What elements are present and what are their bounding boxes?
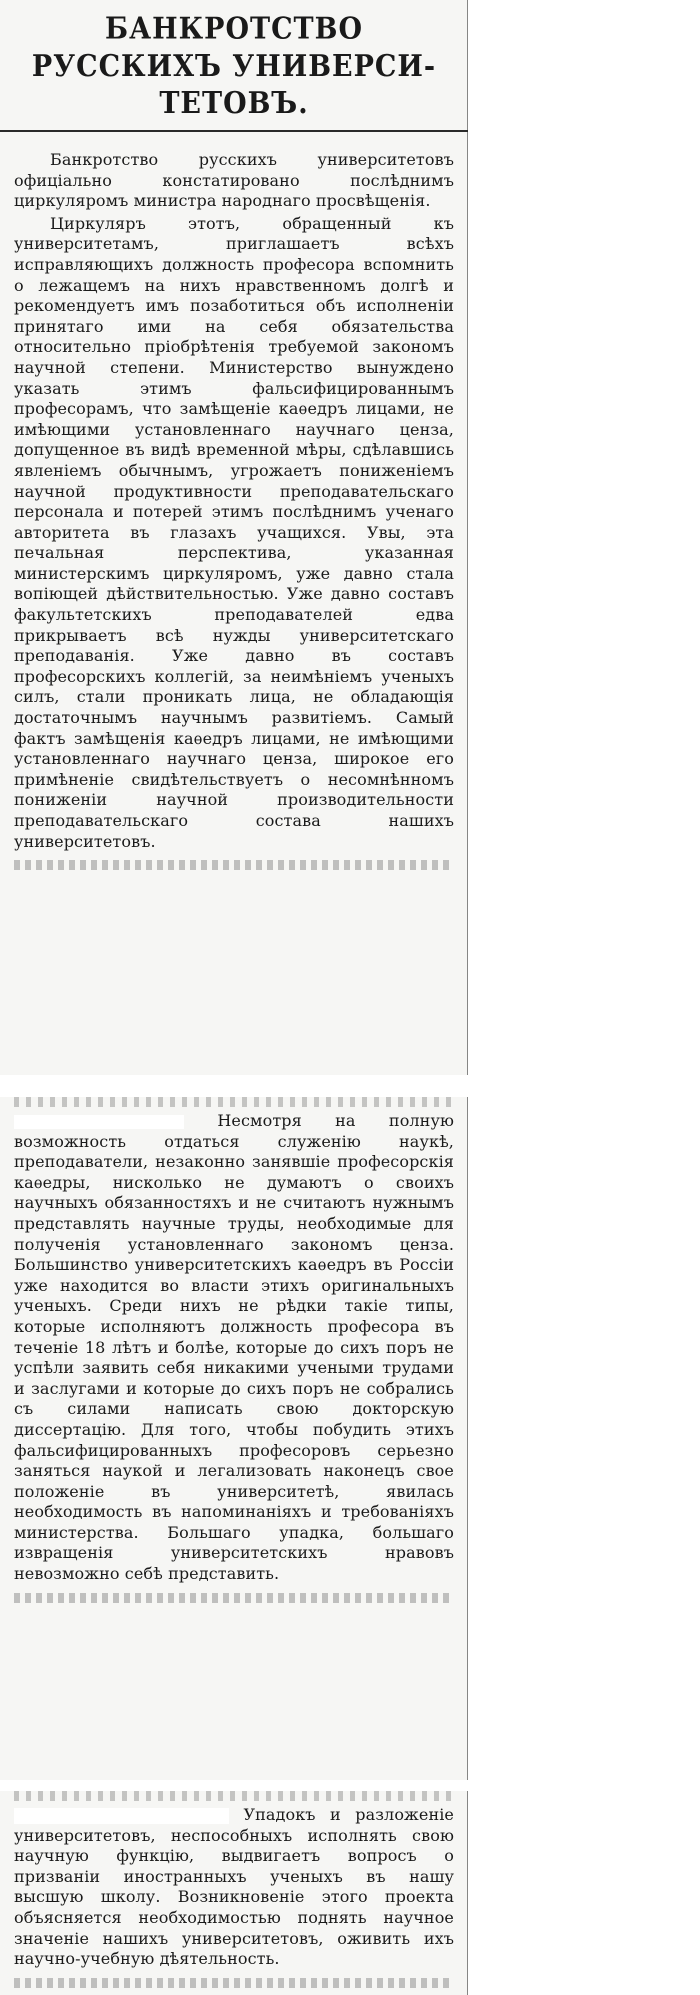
- article-clip-2: [0, 1097, 468, 1780]
- article-paragraph-2: Циркуляръ этотъ, обращенный къ университетамъ, приглашаетъ всѣхъ исправляющихъ должность професора вспомнить о лежащемъ на нихъ нравственномъ долгѣ и рекомендуетъ имъ позаботиться объ исполненіи принятаго ими на себя обязательства относительно пріобрѣтенія требуемой закономъ научной степени. Министерство вынуждено указать этимъ фальсифицированнымъ професорамъ, что замѣщеніе каѳедръ лицами, не имѣющими установленнаго научнаго ценза, допущенное въ видѣ временной мѣры, сдѣлавшись явленіемъ обычнымъ, угрожаетъ пониженіемъ научной продуктивности преподавательскаго персонала и потерей этимъ послѣднимъ ученаго авторитета въ глазахъ учащихся. Увы, эта печальная перспектива, указанная министерскимъ циркуляромъ, уже давно стала вопіющей дѣйствительностью. Уже давно составъ факультетскихъ преподавателей едва прикрываетъ всѣ нужды университетскаго преподаванія. Уже давно въ составъ професорскихъ коллегій, за неимѣніемъ ученыхъ силъ, стали проникать лица, не обладающія достаточнымъ научнымъ развитіемъ. Самый фактъ замѣщенія каѳедръ лицами, не имѣющими установленнаго научнаго ценза, широкое его примѣненіе свидѣтельствуетъ о несомнѣнномъ пониженіи научной производительности преподавательскаго состава нашихъ университетовъ.: [14, 213, 454, 851]
- article-paragraph-3-wrapper: [14, 1111, 454, 1585]
- article-paragraph-1: Банкротство русскихъ университетовъ офиціально констатировано послѣднимъ циркуляромъ министра народнаго просвѣщенія.: [14, 150, 454, 211]
- article-paragraph-3: Несмотря на полную возможность отдаться служенію наукѣ, преподаватели, незаконно занявшіе професорскія каѳедры, нисколько не думаютъ о своихъ научныхъ обязанностяхъ и не считаютъ нужнымъ представлять научные труды, необходимые для полученія установленнаго закономъ ценза. Большинство университетскихъ каѳедръ въ Россіи уже находится во власти этихъ оригинальныхъ ученыхъ. Среди нихъ не рѣдки такіе типы, которые исполняютъ должность професора въ теченіе 18 лѣтъ и болѣе, которые до сихъ поръ не успѣли заявить себя никакими учеными трудами и заслугами и которые до сихъ поръ не собрались съ силами написать свою докторскую диссертацію. Для того, чтобы побудить этихъ фальсифицированныхъ професоровъ серьезно заняться наукой и легализовать наконецъ свое положеніе въ университетѣ, явилась необходимость въ напоминаніяхъ и требованіяхъ министерства. Большаго упадка, большаго извращенія университетскихъ нравовъ невозможно себѣ представить.: [14, 1111, 454, 1584]
- headline-rule: [0, 130, 468, 132]
- article-paragraph-4: Упадокъ и разложеніе университетовъ, неспособныхъ исполнять свою научную функцію, выдвигаетъ вопросъ о призваніи иностранныхъ ученыхъ въ нашу высшую школу. Возникновеніе этого проекта объясняется необходимостью поднять научное значеніе нашихъ университетовъ, оживить ихъ научно-учебную дѣятельность.: [14, 1805, 454, 1969]
- faded-text-line: [14, 860, 454, 870]
- faded-text-line: [14, 1097, 454, 1107]
- article-clip-1: [0, 0, 468, 1075]
- blanked-region: [14, 1808, 229, 1824]
- article-headline: БАНКРОТСТВО РУССКИХЪ УНИВЕРСИ-ТЕТОВЪ.: [31, 11, 437, 121]
- blanked-region: [14, 1115, 184, 1129]
- faded-text-line: [14, 1791, 454, 1801]
- faded-text-line: [14, 1978, 454, 1988]
- article-paragraph-4-wrapper: [14, 1805, 454, 1970]
- faded-text-line: [14, 1593, 454, 1603]
- article-clip-3: [0, 1791, 468, 1995]
